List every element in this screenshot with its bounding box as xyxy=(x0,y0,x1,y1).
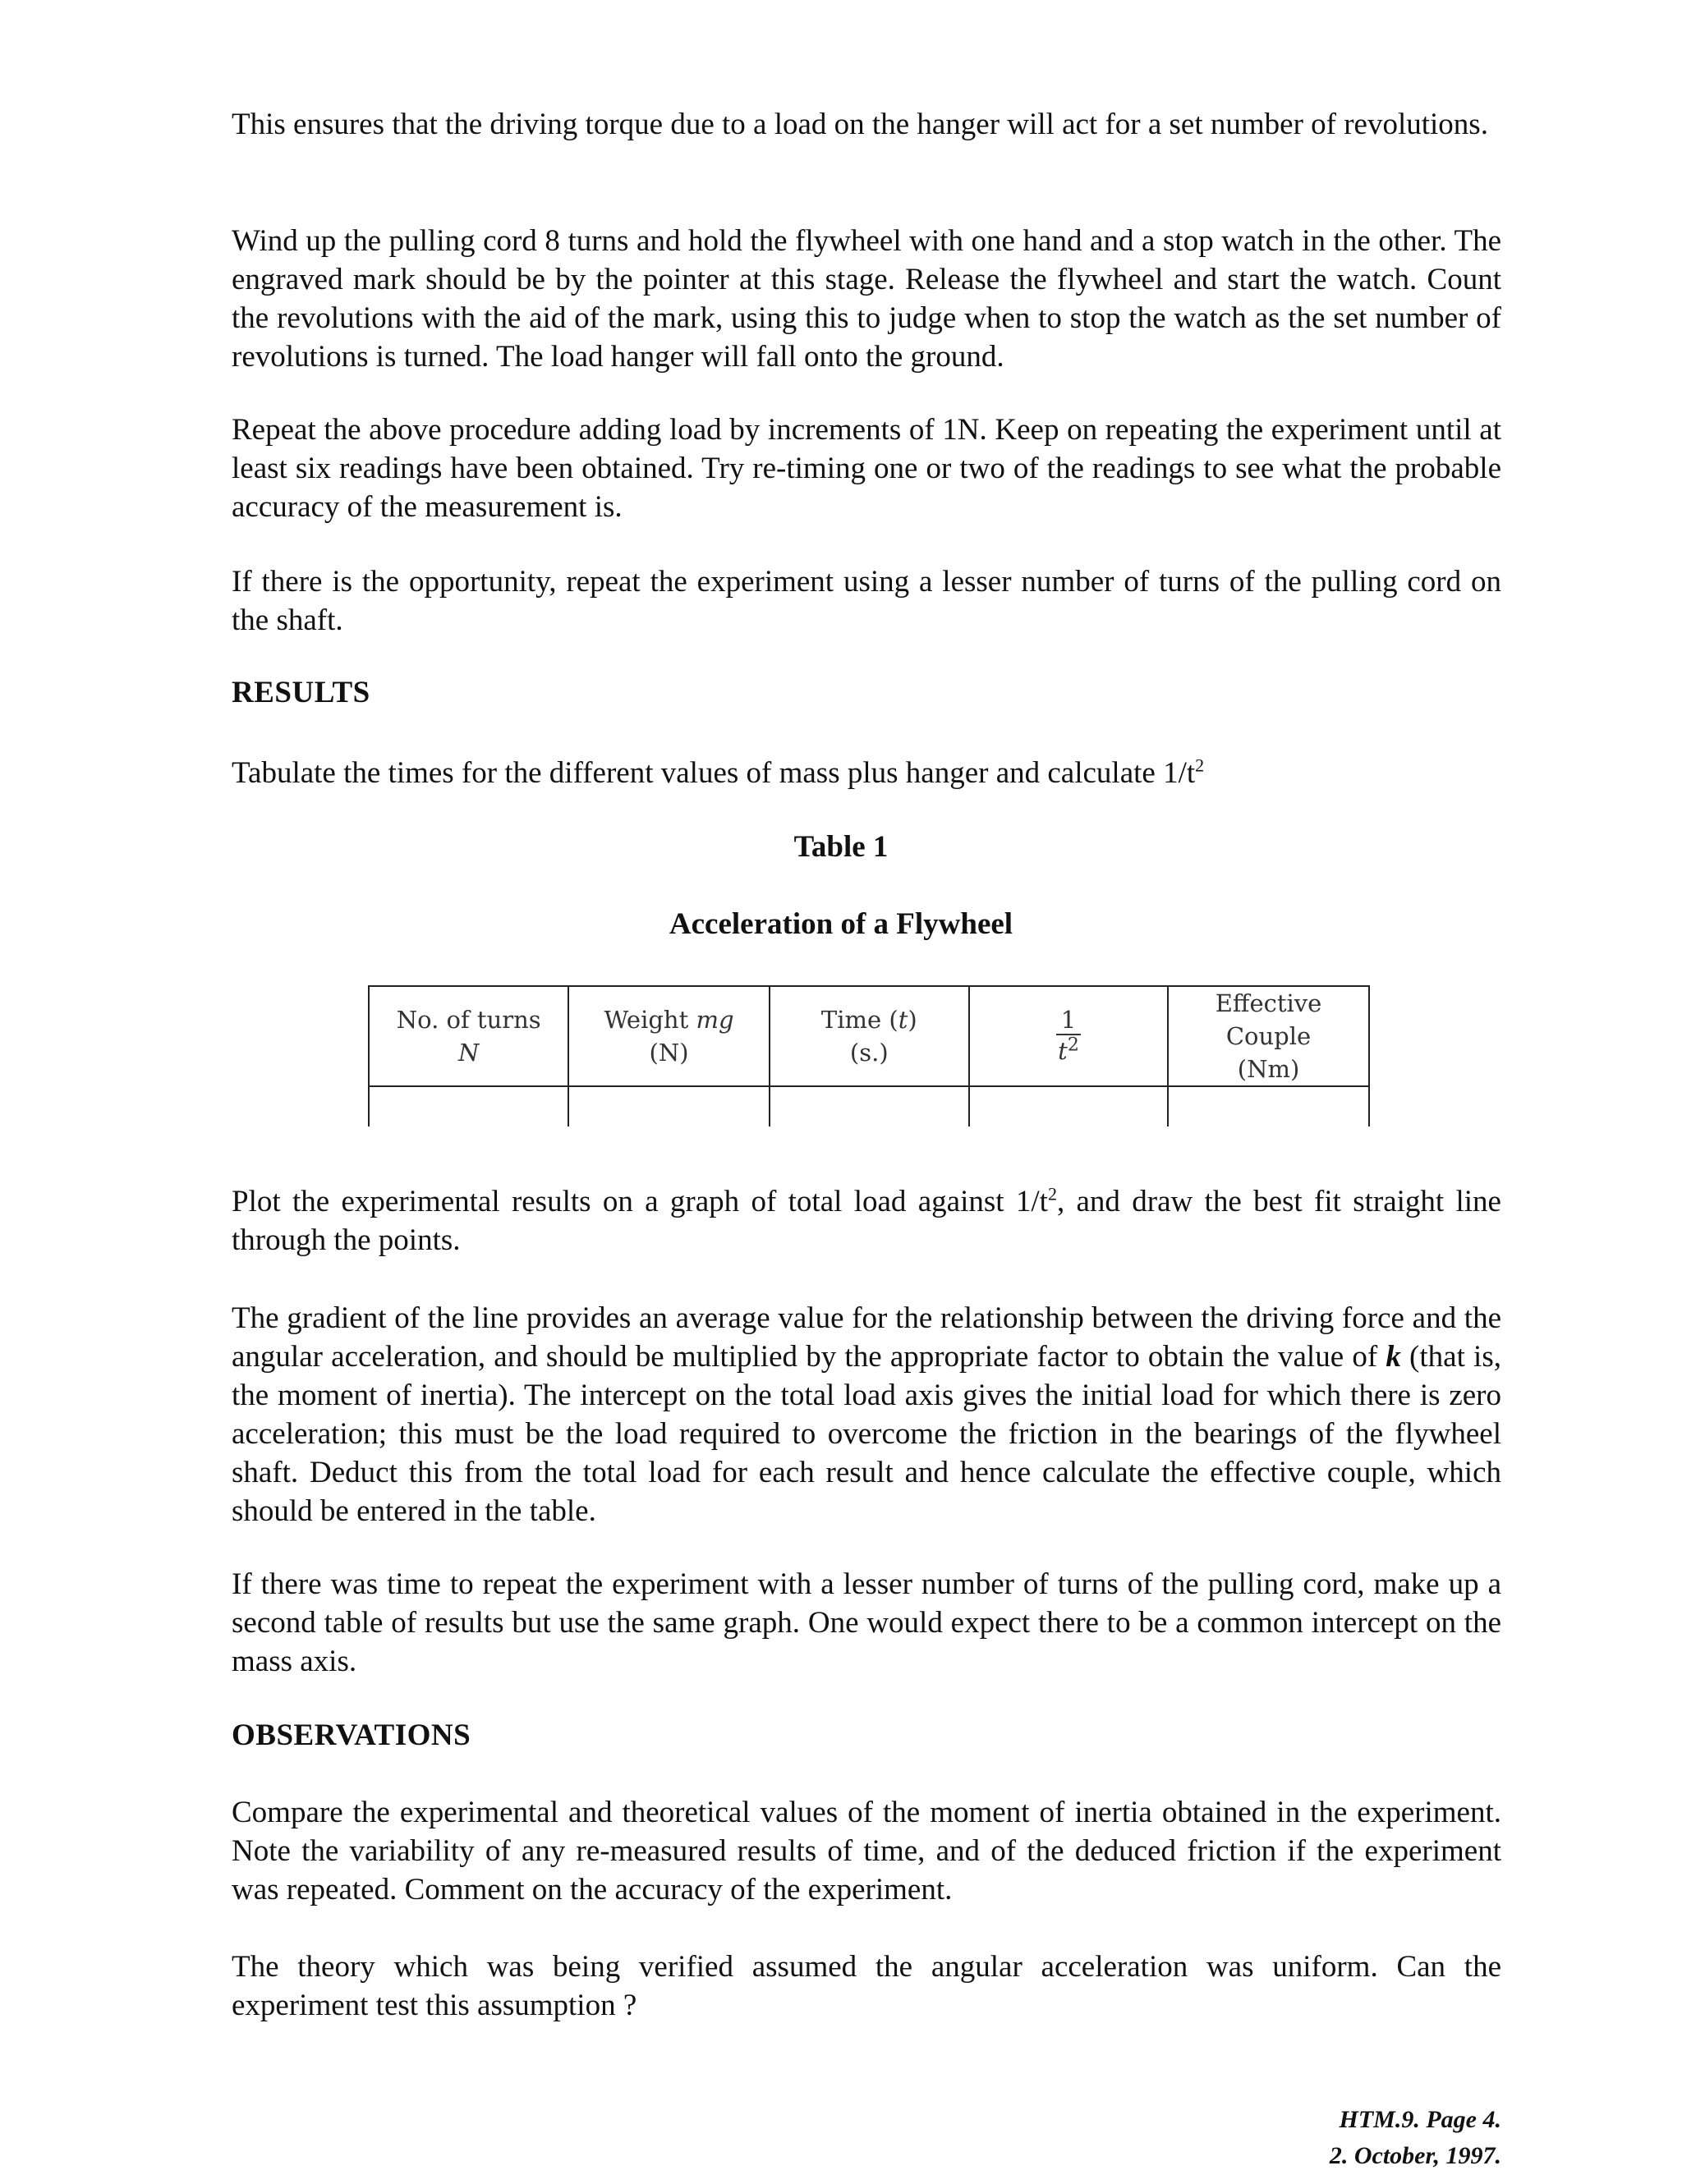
column-header-time: Time (t) (s.) xyxy=(770,986,969,1086)
results-table xyxy=(368,985,1370,1126)
observations-heading: OBSERVATIONS xyxy=(232,1718,471,1752)
results-heading: RESULTS xyxy=(232,676,370,709)
paragraph-intro: This ensures that the driving torque due to a load on the hanger will act for a set number of revolutions. xyxy=(232,108,1488,141)
paragraph-opportunity: If there is the opportunity, repeat the experiment using a lesser number of turns of the pulling cord on the shaft. xyxy=(232,565,1501,637)
results-table-wrap xyxy=(368,985,1370,1126)
table-title: Acceleration of a Flywheel xyxy=(669,907,1013,941)
table-cell xyxy=(369,1086,568,1126)
column-header-weight: Weight mg (N) xyxy=(568,986,769,1086)
column-header-inverse-t-squared xyxy=(969,986,1168,1086)
table-cell xyxy=(969,1086,1168,1126)
paragraph-procedure: Wind up the pulling cord 8 turns and hold the flywheel with one hand and a stop watch in the other. The engraved mark should be by the pointer at this stage. Release the flywheel and start the watch. Count the revolutions with the aid of the mark, using this to judge when to stop the watch as the set number of revolutions is turned. The load hanger will fall onto the ground. xyxy=(232,224,1501,374)
table-cell xyxy=(568,1086,769,1126)
table-number: Table 1 xyxy=(793,830,889,864)
page-footer xyxy=(1330,2102,1501,2174)
paragraph-plot: Plot the experimental results on a graph of total load against $1/t^2$, and draw the best fit straight line through the points. xyxy=(232,1183,1501,1257)
column-header-effective-couple: Effective Couple (Nm) xyxy=(1168,986,1369,1086)
results-intro: Tabulate the times for the different values of mass plus hanger and calculate $1/t^2$ xyxy=(232,755,1205,790)
column-header-turns: No. of turns N xyxy=(369,986,568,1086)
table-cell xyxy=(1168,1086,1369,1126)
paragraph-theory: The theory which was being verified assumed the angular acceleration was uniform. Can the experiment test this assumption ? xyxy=(232,1950,1501,2022)
footer-page-ref: HTM.9. Page 4. xyxy=(1339,2106,1501,2133)
table-cell xyxy=(770,1086,969,1126)
table-row xyxy=(369,1086,1369,1126)
fraction-one-over-t-squared: $\frac{1}{t^2}$ xyxy=(1056,1006,1081,1067)
paragraph-compare: Compare the experimental and theoretical values of the moment of inertia obtained in the experiment. Note the variability of any re-measured results of time, and of the deduced friction if the experiment was repeated. Comment on the accuracy of the experiment. xyxy=(232,1796,1501,1906)
paragraph-repeat: Repeat the above procedure adding load by increments of 1N. Keep on repeating the experiment until at least six readings have been obtained. Try re-timing one or two of the readings to see what the probable accuracy of the measurement is. xyxy=(232,413,1501,524)
paragraph-gradient: The gradient of the line provides an average value for the relationship between the driving force and the angular acceleration, and should be multiplied by the appropriate factor to obtain the value of k (that is, the moment of inertia). The intercept on the total load axis gives the initial load for which there is zero acceleration; this must be the load required to overcome the friction in the bearings of the flywheel shaft. Deduct this from the total load for each result and hence calculate the effective couple, which should be entered in the table. xyxy=(232,1301,1501,1528)
footer-date: 2. October, 1997. xyxy=(1329,2142,1501,2169)
paragraph-second-table: If there was time to repeat the experiment with a lesser number of turns of the pulling cord, make up a second table of results but use the same graph. One would expect there to be a common intercept on the mass axis. xyxy=(232,1567,1501,1678)
